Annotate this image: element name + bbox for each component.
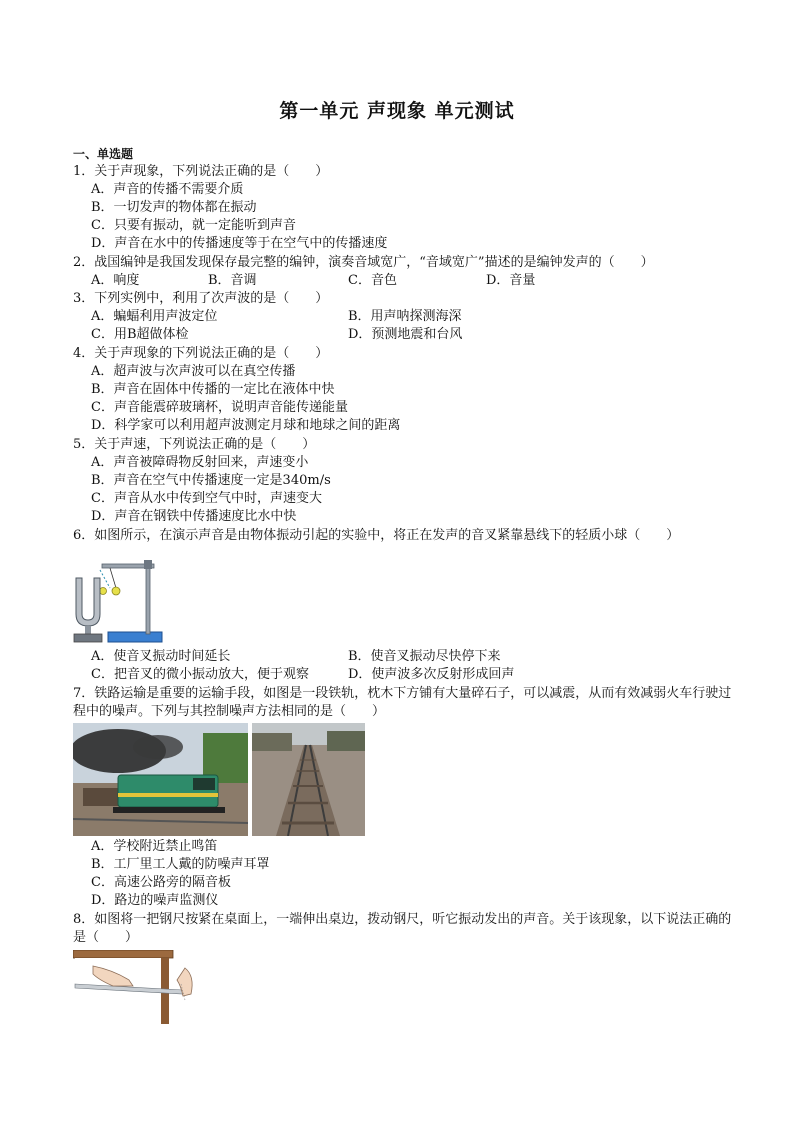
question-2-stem: 2．战国编钟是我国发现保存最完整的编钟，演奏音域宽广，“音域宽广”描述的是编钟发声的（ ） [73, 255, 654, 270]
q1-option-b: B．一切发声的物体都在振动 [91, 200, 257, 215]
q4-option-c: C．声音能震碎玻璃杯，说明声音能传递能量 [91, 400, 348, 415]
q1-option-d: D．声音在水中的传播速度等于在空气中的传播速度 [91, 236, 388, 251]
resonance-box [74, 634, 102, 642]
q4-option-a: A．超声波与次声波可以在真空传播 [91, 364, 296, 379]
q5-option-d: D．声音在钢铁中传播速度比水中快 [91, 509, 297, 524]
freight-car [83, 788, 123, 806]
q3-option-d: D．预测地震和台风 [348, 327, 463, 342]
question-3-stem: 3．下列实例中，利用了次声波的是（ ） [73, 291, 329, 306]
q6-option-a: A．使音叉振动时间延长 [91, 649, 231, 664]
q5-option-a: A．声音被障碍物反射回来，声速变小 [91, 455, 309, 470]
tuning-fork-stem [85, 626, 91, 634]
q3-option-a: A．蝙蝠利用声波定位 [91, 309, 218, 324]
suspension-thread [110, 568, 116, 588]
stand-base [108, 632, 162, 642]
table-top [73, 950, 173, 958]
q6-option-d: D．使声波多次反射形成回声 [348, 667, 515, 682]
tuning-fork-apparatus-figure [72, 548, 164, 644]
locomotive-photo [73, 723, 248, 836]
question-4-stem: 4．关于声现象的下列说法正确的是（ ） [73, 346, 329, 361]
q3-option-b: B．用声呐探测海深 [348, 309, 462, 324]
question-5-stem: 5．关于声速，下列说法正确的是（ ） [73, 437, 316, 452]
railway-track-photo [252, 723, 365, 836]
q7-option-b: B．工厂里工人戴的防噪声耳罩 [91, 857, 270, 872]
q2-option-d: D．音量 [486, 273, 536, 288]
locomotive-stripe [118, 793, 218, 797]
q4-option-b: B．声音在固体中传播的一定比在液体中快 [91, 382, 335, 397]
q7-option-d: D．路边的噪声监测仪 [91, 893, 219, 908]
swing-path [100, 570, 110, 588]
page-title: 第一单元 声现象 单元测试 [279, 100, 515, 122]
q2-option-b: B．音调 [208, 273, 257, 288]
steel-ruler-figure [73, 950, 213, 1024]
q5-option-c: C．声音从水中传到空气中时，声速变大 [91, 491, 322, 506]
question-8-stem: 8．如图将一把钢尺按紧在桌面上，一端伸出桌边，拨动钢尺，听它振动发出的声音。关于该现象，以下说法正确的是（ ） [73, 912, 732, 945]
cab-window [193, 778, 215, 790]
q3-option-c: C．用B超做体检 [91, 327, 189, 342]
q5-option-b: B．声音在空气中传播速度一定是340m/s [91, 473, 331, 488]
q1-option-c: C．只要有振动，就一定能听到声音 [91, 218, 296, 233]
stand-clamp [144, 560, 152, 569]
question-7-stem: 7．铁路运输是重要的运输手段，如图是一段铁轨，枕木下方铺有大量碎石子，可以减震，从而有效减弱火车行驶过程中的噪声。下列与其控制噪声方法相同的是（ ） [73, 686, 732, 719]
q4-option-d: D．科学家可以利用超声波测定月球和地球之间的距离 [91, 418, 401, 433]
stand-pole [146, 562, 150, 634]
q2-option-a: A．响度 [91, 273, 140, 288]
q1-option-a: A．声音的传播不需要介质 [91, 182, 244, 197]
q7-option-a: A．学校附近禁止鸣笛 [91, 839, 218, 854]
wheels [113, 807, 225, 813]
question-1-stem: 1．关于声现象，下列说法正确的是（ ） [73, 164, 329, 179]
light-ball [112, 587, 120, 595]
q6-option-c: C．把音叉的微小振动放大，便于观察 [91, 667, 309, 682]
q2-option-c: C．音色 [348, 273, 397, 288]
light-ball-displaced [100, 588, 107, 595]
section-heading: 一、单选题 [73, 147, 134, 161]
left-trees [252, 733, 292, 751]
q7-option-c: C．高速公路旁的隔音板 [91, 875, 231, 890]
q6-option-b: B．使音叉振动尽快停下来 [348, 649, 501, 664]
right-trees [327, 731, 365, 751]
smoke-trail [133, 735, 183, 759]
tuning-fork [76, 578, 100, 626]
question-6-stem: 6．如图所示，在演示声音是由物体振动引起的实验中，将正在发声的音叉紧靠悬线下的轻质小球（ ） [73, 528, 680, 543]
